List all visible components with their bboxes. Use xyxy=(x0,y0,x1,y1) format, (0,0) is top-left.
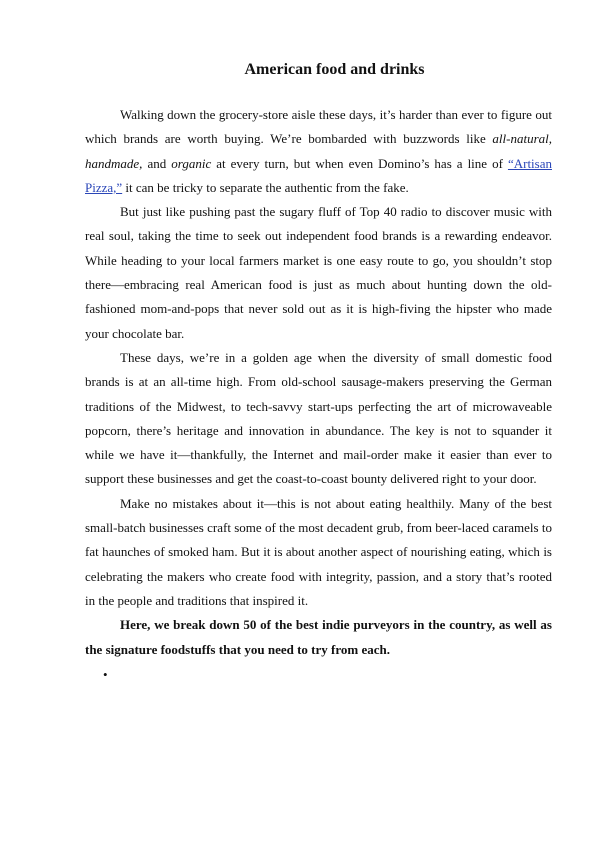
document-body xyxy=(85,103,552,681)
paragraph-intro-text-3: and xyxy=(142,155,172,171)
paragraph-summary-bold: Here, we break down 50 of the best indie purveyors in the country, as well as the signature foodstuffs that you need to try from each. xyxy=(85,617,552,657)
paragraph-not-healthy: Make no mistakes about it—this is not about eating healthily. Many of the best small-batch businesses craft some of the most decadent grub, from beer-laced caramels to fat haunches of smoked ham. But it is about another aspect of nourishing eating, which is celebrating the makers who create food with integrity, passion, and a story that’s rooted in the people and traditions that inspired it. xyxy=(85,495,552,608)
artisan-pizza-link[interactable]: “Artisan Pizza,” xyxy=(85,155,552,195)
buzzword-handmade: handmade, xyxy=(85,155,143,171)
buzzword-organic: organic xyxy=(171,155,212,171)
paragraph-intro-text-5: it can be tricky to separate the authentic from the fake. xyxy=(122,179,409,195)
paragraph-golden-age: These days, we’re in a golden age when the diversity of small domestic food brands is at an all-time high. From old-school sausage-makers preserving the German traditions of the Midwest, to tech-savvy start-ups perfecting the art of microwaveable popcorn, there’s heritage and innovation in abundance. The key is not to squander it while we have it—thankfully, the Internet and mail-order make it easier than ever to support these businesses and get the coast-to-coast bounty delivered right to your door. xyxy=(85,349,552,487)
title-container xyxy=(85,59,552,81)
paragraph-independent-brands: But just like pushing past the sugary fluff of Top 40 radio to discover music with real soul, taking the time to seek out independent food brands is a rewarding endeavor. While heading to your local farmers market is one easy route to go, you shouldn’t stop there—embracing real American food is just as much about hunting down the old-fashioned mom-and-pops that never sold out as it is high-fiving the hipster who made your chocolate bar. xyxy=(85,204,552,341)
paragraph-intro-text-1: Walking down the grocery-store aisle these days, it’s harder than ever to figure out which brands are worth buying. We’re bombarded with buzzwords like xyxy=(85,107,552,147)
empty-list-bullet: • xyxy=(103,666,108,682)
buzzword-all-natural: all-natural, xyxy=(492,131,552,147)
paragraph-intro xyxy=(85,103,552,200)
paragraph-intro-text-4: at every turn, but when even Domino’s has a line of xyxy=(211,155,508,171)
document-title: American food and drinks xyxy=(244,61,425,78)
